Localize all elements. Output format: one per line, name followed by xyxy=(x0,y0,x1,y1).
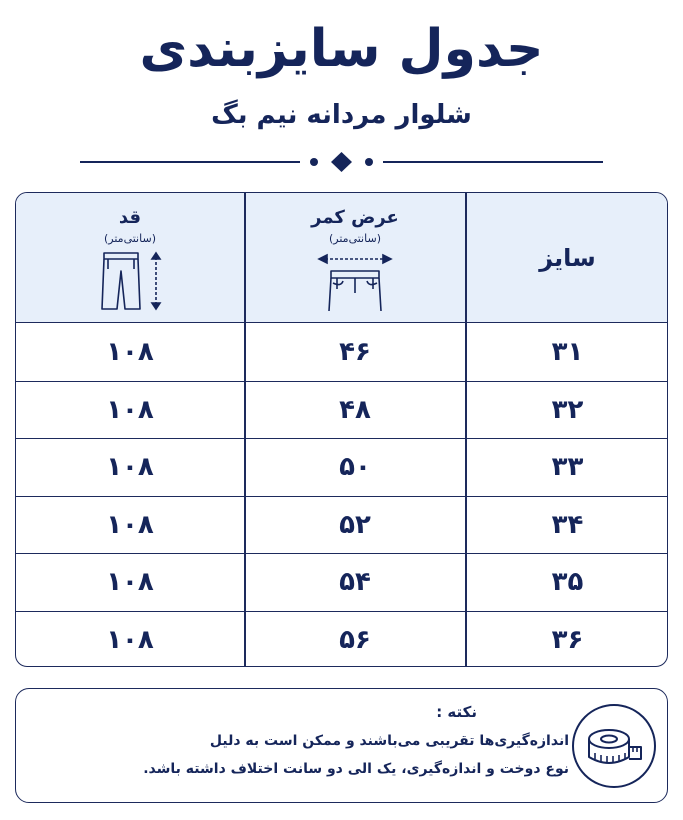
note-box xyxy=(15,688,668,803)
cell-length: ۱۰۸ xyxy=(106,452,154,483)
cell-waist: ۵۰ xyxy=(339,452,371,483)
page-subtitle: شلوار مردانه نیم بگ xyxy=(211,100,472,130)
cell-waist: ۵۲ xyxy=(339,509,371,540)
table-body xyxy=(16,324,667,667)
pants-length-icon xyxy=(90,251,170,311)
table-row xyxy=(16,612,667,668)
header-length xyxy=(16,193,244,323)
note-line: اندازه‌گیری‌ها تقریبی می‌باشند و ممکن است به دلیل xyxy=(209,733,569,749)
cell-waist: ۵۴ xyxy=(339,567,371,598)
cell-size: ۳۱ xyxy=(551,337,584,368)
header-length-unit: (سانتی‌متر) xyxy=(104,232,156,245)
table-row xyxy=(16,497,667,555)
table-row xyxy=(16,382,667,440)
cell-waist: ۴۸ xyxy=(339,394,371,425)
cell-size: ۳۴ xyxy=(551,509,584,540)
header-waist-label: عرض کمر xyxy=(311,207,399,228)
header-size: سایز xyxy=(539,244,596,272)
ornamental-divider xyxy=(80,150,603,174)
table-row xyxy=(16,554,667,612)
cell-waist: ۵۶ xyxy=(339,625,371,656)
table-header xyxy=(16,193,667,323)
cell-size: ۳۲ xyxy=(551,394,584,425)
measuring-tape-icon xyxy=(571,703,657,789)
header-waist-unit: (سانتی‌متر) xyxy=(329,232,381,245)
note-line: نوع دوخت و اندازه‌گیری، یک الی دو سانت اختلاف داشته باشد. xyxy=(143,761,569,777)
cell-length: ۱۰۸ xyxy=(106,625,154,656)
cell-size: ۳۶ xyxy=(551,625,584,656)
header-waist xyxy=(245,193,465,323)
table-row xyxy=(16,439,667,497)
note-title: نکته : xyxy=(436,703,477,721)
cell-length: ۱۰۸ xyxy=(106,509,154,540)
cell-size: ۳۳ xyxy=(551,452,584,483)
waist-width-icon xyxy=(315,251,395,313)
header-length-label: قد xyxy=(118,207,142,228)
table-row xyxy=(16,324,667,382)
cell-length: ۱۰۸ xyxy=(106,394,154,425)
cell-waist: ۴۶ xyxy=(339,337,371,368)
cell-length: ۱۰۸ xyxy=(106,567,154,598)
size-table xyxy=(15,192,668,667)
cell-length: ۱۰۸ xyxy=(106,337,154,368)
cell-size: ۳۵ xyxy=(551,567,584,598)
page-title: جدول سایزبندی xyxy=(139,19,544,79)
